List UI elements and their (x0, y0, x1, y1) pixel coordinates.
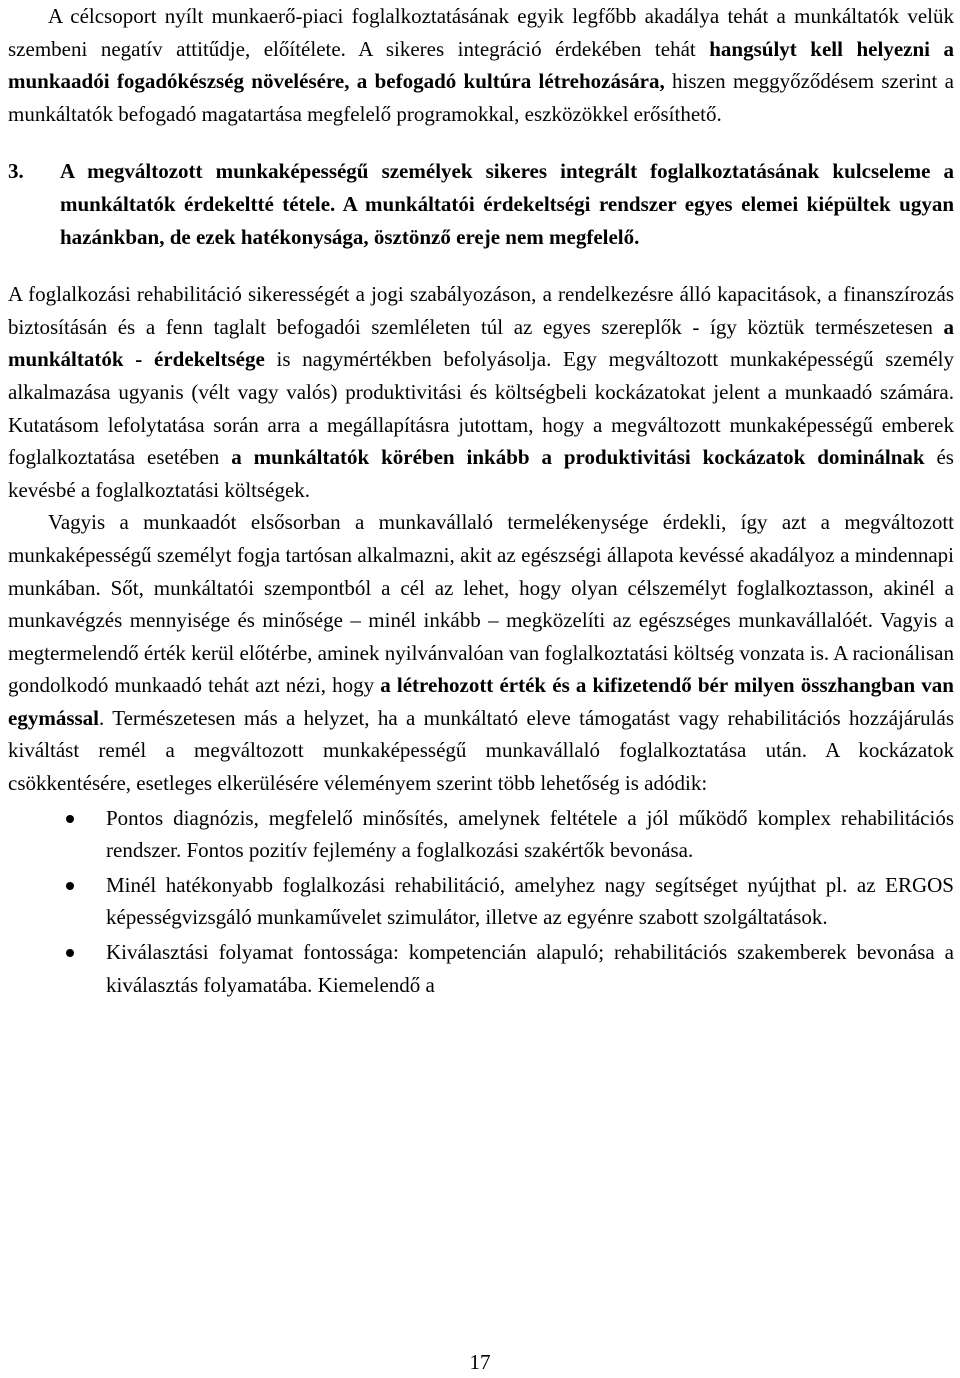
document-page (8, 0, 954, 1001)
paragraph-intro (8, 0, 954, 130)
bold-emphasis: a létrehozott érték és a kifizetendő bér milyen összhangban van egymással (8, 673, 954, 730)
numbered-heading-3 (8, 155, 954, 253)
bullet-icon (66, 815, 74, 823)
paragraph-employer-interest (8, 506, 954, 799)
paragraph-text: A célcsoport nyílt munkaerő-piaci foglalkoztatásának egyik legfőbb akadálya tehát a munkáltatók velük szembeni negatív attitűdje, előítélete. A sikeres integráció érdekében tehát (8, 4, 954, 61)
list-item (8, 936, 954, 1001)
list-item-text: Minél hatékonyabb foglalkozási rehabilitáció, amelyhez nagy segítséget nyújthat pl. az ERGOS képességvizsgáló munkaművelet szimulátor, illetve az egyénre szabott szolgáltatások. (106, 872, 954, 930)
paragraph-text: A foglalkozási rehabilitáció sikerességét a jogi szabályozáson, a rendelkezésre álló kapacitások, a finanszírozás biztosításán és a fenn taglalt befogadói szemléleten túl az egyes szereplők - így köztük természetesen (8, 282, 954, 339)
section-heading-text: A megváltozott munkaképességű személyek sikeres integrált foglalkoztatásának kulcseleme a munkáltatók érdekeltté tétele. A munkáltatói érdekeltségi rendszer egyes elemei kiépültek ugyan hazánkban, de ezek hatékonysága, ösztönző ereje nem megfelelő. (60, 159, 954, 249)
section-number: 3. (8, 159, 24, 184)
bold-emphasis: a munkáltatók - érdekeltsége (8, 314, 954, 372)
list-item-text: Pontos diagnózis, megfelelő minősítés, amelynek feltétele a jól működő komplex rehabilitációs rendszer. Fontos pozitív fejlemény a foglalkozási szakértők bevonása. (106, 805, 954, 863)
paragraph-rehabilitation (8, 278, 954, 506)
list-item (8, 802, 954, 867)
bullet-list (8, 802, 954, 1002)
list-item-text: Kiválasztási folyamat fontossága: kompetencián alapuló; rehabilitációs szakemberek bevonása a kiválasztás folyamatába. Kiemelendő a (106, 940, 954, 997)
paragraph-text: hiszen meggyőződésem szerint a munkáltatók befogadó magatartása megfelelő programokkal, eszközökkel erősíthető. (8, 69, 954, 126)
paragraph-text: Vagyis a munkaadót elsősorban a munkavállaló termelékenysége érdekli, így azt a megváltozott munkaképességű személyt fogja tartósan alkalmazni, akit az egészségi állapota kevéssé akadályoz a mindennapi munkában. Sőt, munkáltatói szempontból a cél az lehet, hogy olyan célszemélyt foglalkoztasson, akinél a munkavégzés mennyisége és minősége – minél inkább – megközelíti az egészséges munkavállalóét. Vagyis a megtermelendő érték kerül előtérbe, aminek nyilvánvalóan van foglalkoztatási költség vonzata is. A racionálisan gondolkodó munkaadó tehát azt nézi, hogy (8, 510, 954, 698)
paragraph-text: és kevésbé a foglalkoztatási költségek. (8, 445, 954, 502)
paragraph-text: . Természetesen más a helyzet, ha a munkáltató eleve támogatást vagy rehabilitációs hozzájárulás kiváltást remél a megváltozott munkaképességű munkavállaló foglalkoztatása után. A kockázatok csökkentésére, esetleges elkerülésére véleményem szerint több lehetőség is adódik: (8, 705, 954, 796)
bullet-icon (66, 882, 74, 890)
paragraph-text: is nagymértékben befolyásolja. Egy megváltozott munkaképességű személy alkalmazása ugyanis (vélt vagy valós) produktivitási és költségbeli kockázatokat jelent a munkaadó számára. Kutatásom lefolytatása során arra a megállapításra jutottam, hogy a megváltozott munkaképességű emberek foglalkoztatása esetében (8, 347, 954, 470)
page-number: 17 (469, 1350, 491, 1374)
list-item (8, 869, 954, 934)
bold-emphasis: a munkáltatók körében inkább a produktivitási kockázatok dominálnak (231, 445, 925, 470)
bold-emphasis: hangsúlyt kell helyezni a munkaadói fogadókészség növelésére, a befogadó kultúra létrehozására, (8, 36, 954, 94)
bullet-icon (66, 949, 74, 957)
